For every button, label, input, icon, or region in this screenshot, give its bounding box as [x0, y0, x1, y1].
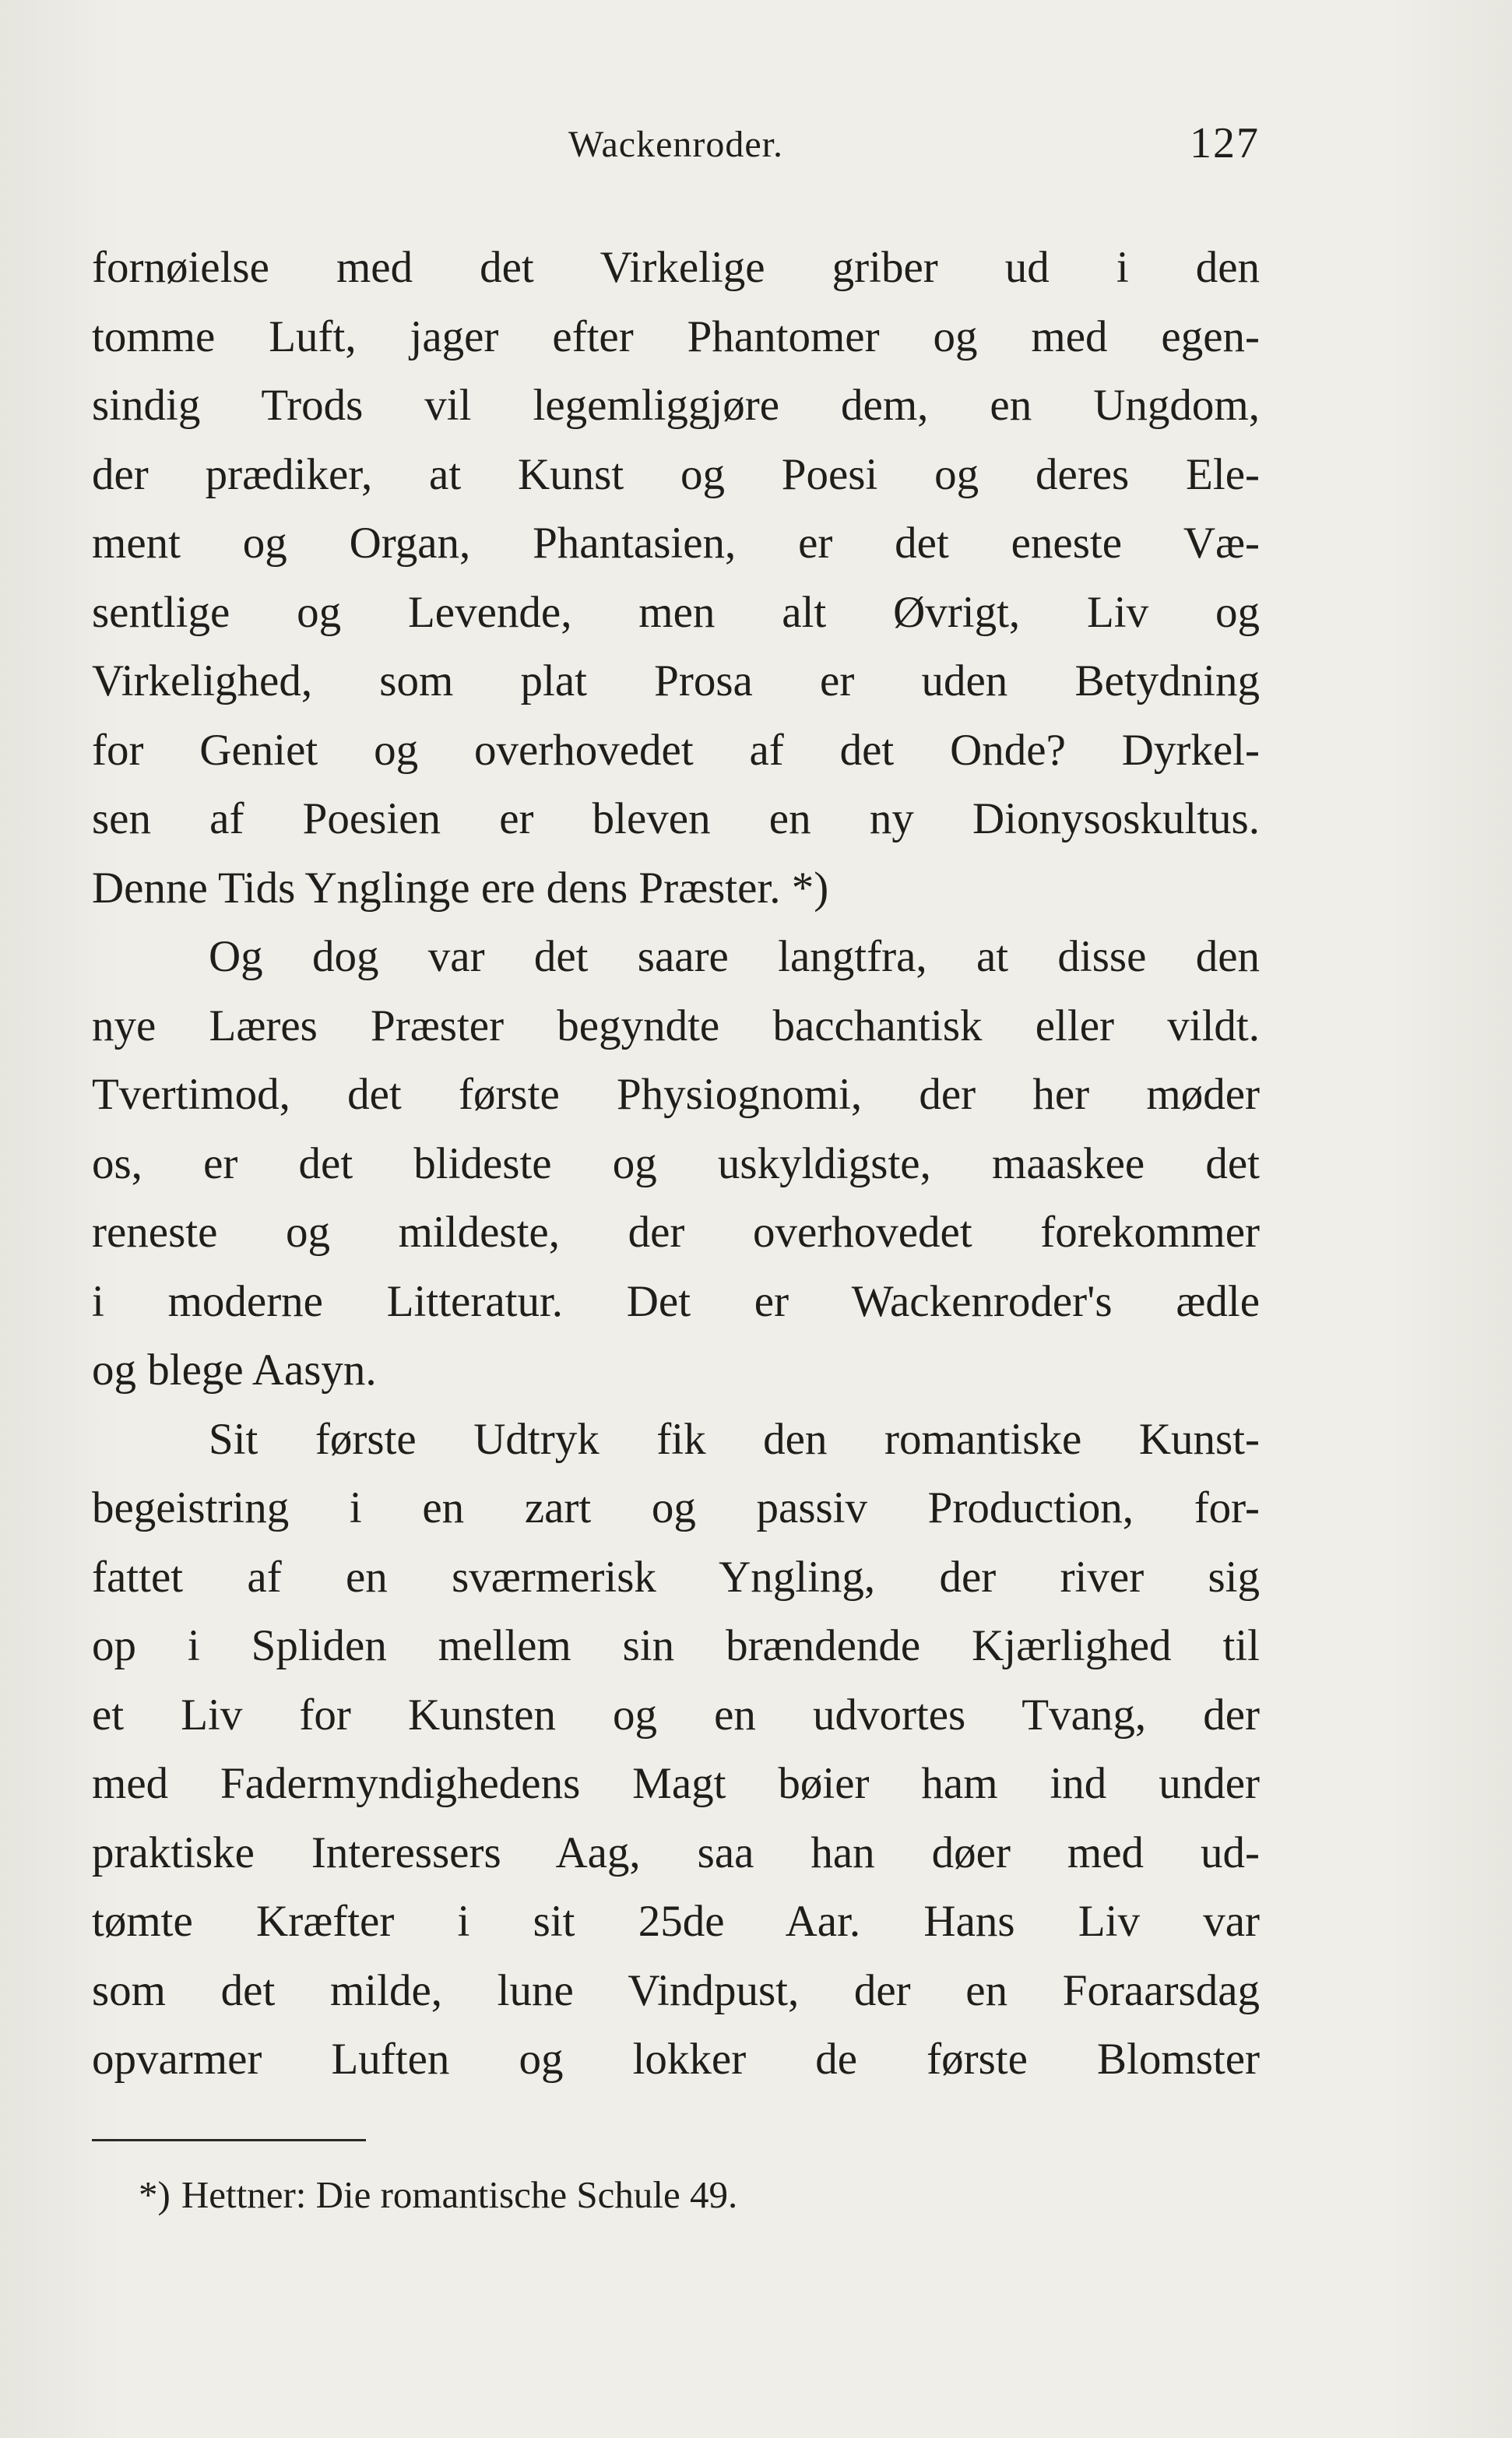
text-line: for Geniet og overhovedet af det Onde? Dyrkel-	[92, 725, 1260, 775]
page-number: 127	[1190, 119, 1260, 167]
text-line: Og dog var det saare langtfra, at disse den	[209, 932, 1260, 981]
text-line: begeistring i en zart og passiv Production, for-	[92, 1483, 1260, 1532]
text-line: nye Læres Præster begyndte bacchantisk eller vildt.	[92, 1001, 1260, 1050]
text-line: op i Spliden mellem sin brændende Kjærlighed til	[92, 1621, 1260, 1670]
text-line: sindig Trods vil legemliggjøre dem, en Ungdom,	[92, 381, 1260, 430]
running-head	[92, 117, 1260, 179]
text-line: tømte Kræfter i sit 25de Aar. Hans Liv var	[92, 1897, 1260, 1946]
text-line: og blege Aasyn.	[92, 1346, 377, 1395]
text-line: et Liv for Kunsten og en udvortes Tvang, der	[92, 1690, 1260, 1740]
text-line: opvarmer Luften og lokker de første Blomster	[92, 2035, 1260, 2084]
text-line: os, er det blideste og uskyldigste, maaskee det	[92, 1138, 1260, 1188]
text-line: reneste og mildeste, der overhovedet forekommer	[92, 1208, 1260, 1257]
text-line: Virkelighed, som plat Prosa er uden Betydning	[92, 656, 1260, 705]
text-line: Denne Tids Ynglinge ere dens Præster. *)	[92, 863, 829, 913]
text-line: fornøielse med det Virkelige griber ud i den	[92, 243, 1260, 292]
text-line: praktiske Interessers Aag, saa han døer med ud-	[92, 1828, 1260, 1877]
text-line: med Fadermyndighedens Magt bøier ham ind under	[92, 1759, 1260, 1808]
text-line: som det milde, lune Vindpust, der en Foraarsdag	[92, 1965, 1260, 2015]
body-text	[92, 234, 1260, 2095]
running-title: Wackenroder.	[568, 124, 783, 165]
footnote-marker: *)	[139, 2173, 171, 2216]
text-line: der prædiker, at Kunst og Poesi og deres Ele-	[92, 449, 1260, 499]
text-line: fattet af en sværmerisk Yngling, der river sig	[92, 1552, 1260, 1602]
text-line: tomme Luft, jager efter Phantomer og med egen-	[92, 311, 1260, 361]
text-line: Sit første Udtryk fik den romantiske Kunst-	[209, 1414, 1260, 1464]
text-line: i moderne Litteratur. Det er Wackenroder's ædle	[92, 1276, 1260, 1326]
text-line: sentlige og Levende, men alt Øvrigt, Liv og	[92, 587, 1260, 637]
text-line: ment og Organ, Phantasien, er det eneste Væ-	[92, 519, 1260, 568]
text-line: Tvertimod, det første Physiognomi, der her møder	[92, 1070, 1260, 1119]
footnote	[139, 2172, 1229, 2217]
text-line: sen af Poesien er bleven en ny Dionysoskultus.	[92, 794, 1260, 843]
footnote-rule	[92, 2139, 366, 2141]
footnote-text: Hettner: Die romantische Schule 49.	[181, 2173, 738, 2216]
